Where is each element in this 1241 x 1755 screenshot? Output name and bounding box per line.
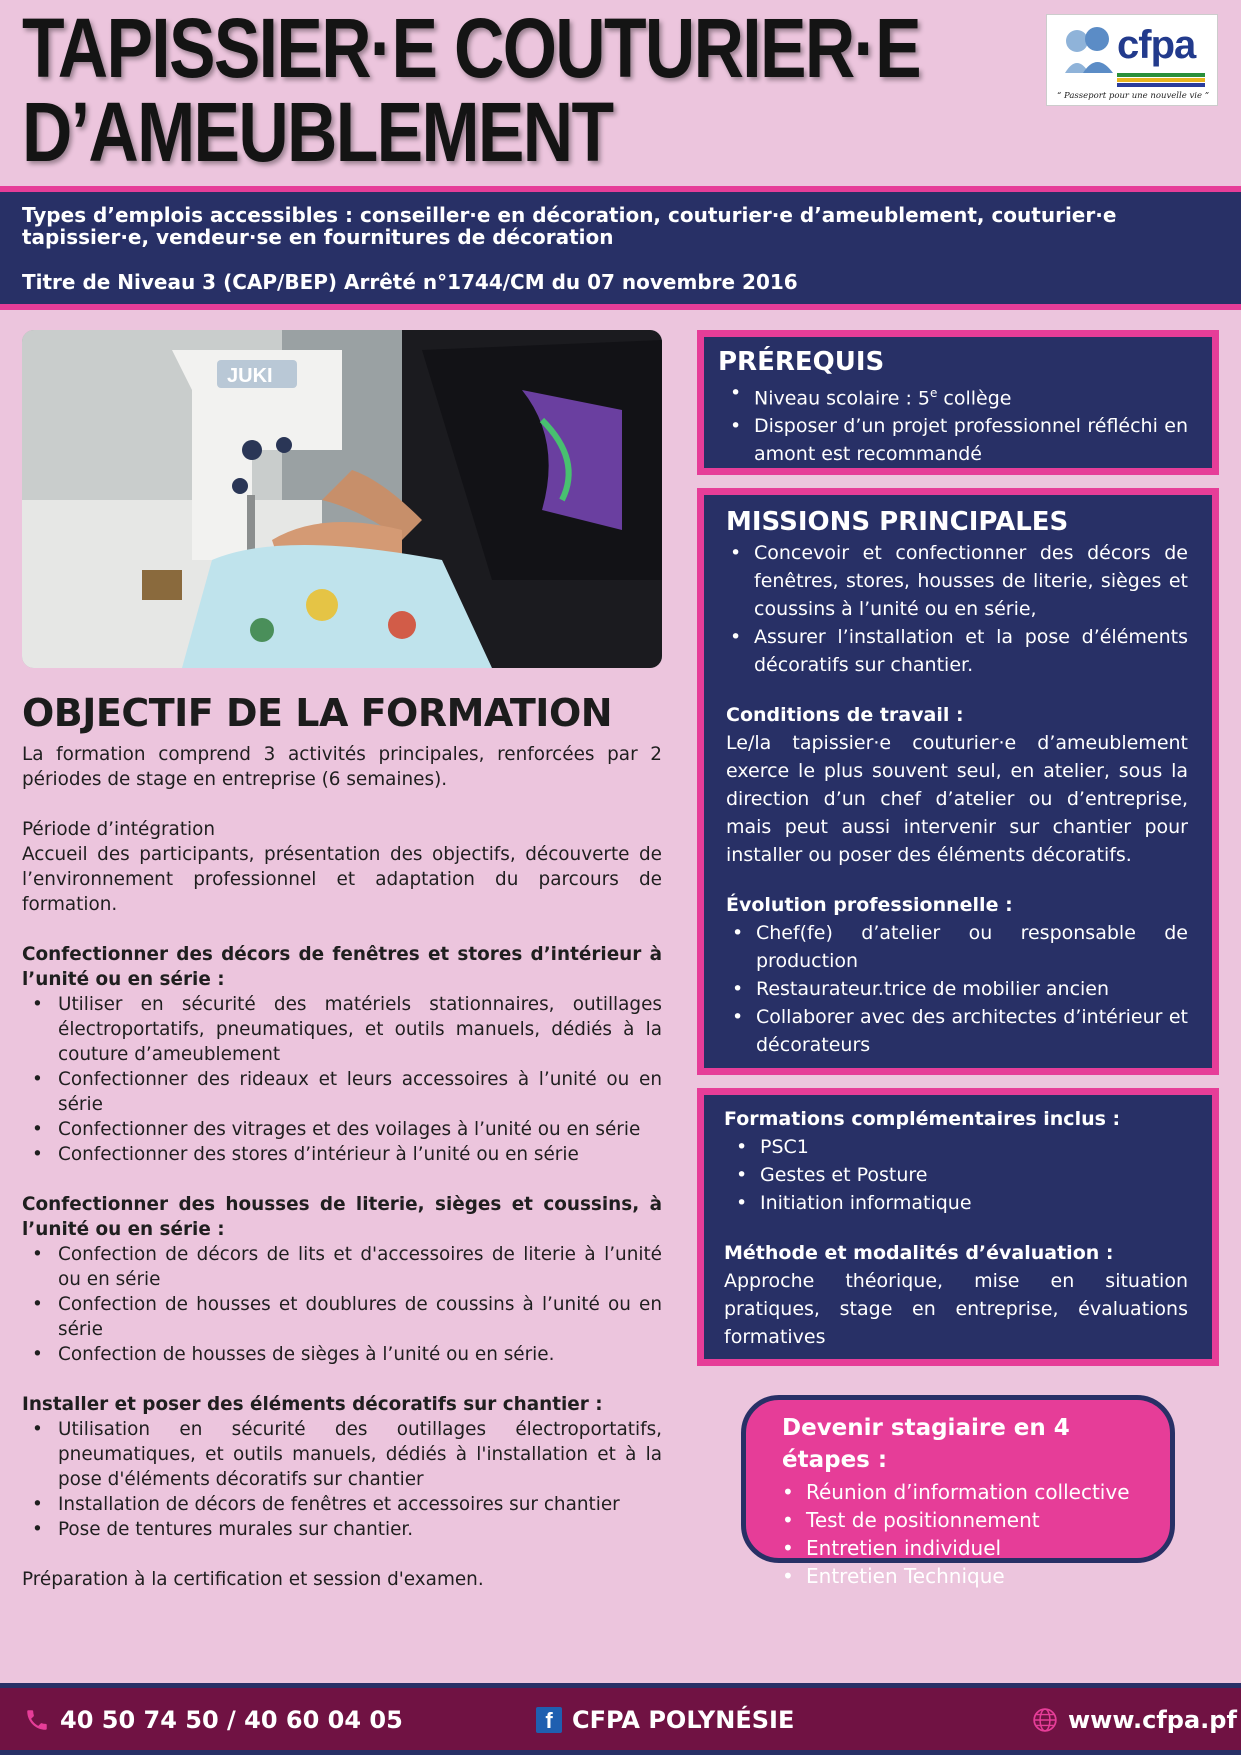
footer — [0, 1683, 1241, 1755]
juki-label: JUKI — [227, 365, 273, 387]
logo-stripe-yellow — [1117, 78, 1205, 82]
prerequis-level-suffix: collège — [937, 387, 1012, 410]
logo-stripe-blue — [1117, 83, 1205, 87]
etapes-title: Devenir stagiaire en 4 étapes : — [782, 1415, 1070, 1473]
list-item: • Test de positionnement — [782, 1506, 1150, 1534]
evolution-list — [720, 919, 1188, 1059]
list-item — [718, 379, 1188, 412]
conditions-title: Conditions de travail : — [726, 704, 964, 726]
jobs-band — [0, 186, 1241, 310]
list-item: • Restaurateur.trice de mobilier ancien — [720, 975, 1188, 1003]
prerequis-list — [718, 379, 1188, 468]
website-url: www.cfpa.pf — [1068, 1706, 1237, 1734]
list-item: • Disposer d’un projet professionnel réfléchi en amont est recommandé — [718, 412, 1188, 468]
prerequis-level-sup: e — [929, 386, 938, 400]
complementaires-box — [697, 1088, 1219, 1366]
footer-facebook[interactable] — [536, 1706, 794, 1734]
etapes-list — [782, 1478, 1150, 1590]
list-item: • Installation de décors de fenêtres et accessoires sur chantier — [22, 1492, 662, 1517]
objectif-section — [22, 690, 662, 1592]
integration-text: Accueil des participants, présentation des objectifs, découverte de l’environnement professionnel et adaptation du parcours de formation. — [22, 844, 662, 915]
list-item: • Assurer l’installation et la pose d’éléments décoratifs sur chantier. — [718, 623, 1188, 679]
prerequis-box — [697, 330, 1219, 475]
footer-website[interactable] — [1032, 1706, 1237, 1734]
missions-list — [718, 539, 1188, 679]
list-item: • Utilisation en sécurité des outillages électroportatifs, pneumatiques, et outils manuels, dédiés à l'installation et à la pose d'éléments décoratifs sur chantier — [22, 1417, 662, 1492]
job-types: Types d’emplois accessibles : conseiller·e en décoration, couturier·e d’ameublement, couturier·e tapissier·e, vendeur·se en fournitures de décoration — [22, 203, 1117, 249]
block1-title: Confectionner des décors de fenêtres et stores d’intérieur à l’unité ou en série : — [22, 944, 662, 990]
list-item: • Confectionner des vitrages et des voilages à l’unité ou en série — [22, 1117, 662, 1142]
objectif-title: OBJECTIF DE LA FORMATION — [22, 691, 613, 735]
phone-icon — [24, 1706, 50, 1734]
page-title — [22, 1, 920, 179]
facebook-name: CFPA POLYNÉSIE — [572, 1706, 795, 1734]
cfpa-logo — [1046, 14, 1218, 106]
logo-faces-graphic — [1061, 23, 1117, 73]
list-item: • Utiliser en sécurité des matériels stationnaires, outillages électroportatifs, pneumatiques, et outils manuels, dédiés à la couture d’ameublement — [22, 992, 662, 1067]
list-item: • Confection de décors de lits et d'accessoires de literie à l’unité ou en série — [22, 1242, 662, 1292]
phone-numbers: 40 50 74 50 / 40 60 04 05 — [60, 1706, 403, 1734]
objectif-closing: Préparation à la certification et session d'examen. — [22, 1569, 484, 1590]
block2-list — [22, 1242, 662, 1367]
globe-icon — [1032, 1707, 1058, 1733]
evolution-title: Évolution professionnelle : — [726, 894, 1013, 916]
list-item: • Collaborer avec des architectes d’intérieur et décorateurs — [720, 1003, 1188, 1059]
logo-slogan: “ Passeport pour une nouvelle vie ” — [1056, 91, 1210, 101]
diploma-level: Titre de Niveau 3 (CAP/BEP) Arrêté n°1744/CM du 07 novembre 2016 — [22, 270, 798, 294]
prerequis-title: PRÉREQUIS — [718, 347, 885, 377]
page-title-line2: D’AMEUBLEMENT — [22, 85, 613, 179]
list-item: • Réunion d’information collective — [782, 1478, 1150, 1506]
footer-phone[interactable] — [24, 1706, 403, 1734]
list-item: • Concevoir et confectionner des décors de fenêtres, stores, housses de literie, sièges et coussins à l’unité ou en série, — [718, 539, 1188, 623]
logo-wordmark: cfpa — [1117, 23, 1196, 67]
list-item: • Gestes et Posture — [724, 1161, 1188, 1189]
missions-box — [697, 488, 1219, 1075]
block3-list — [22, 1417, 662, 1542]
list-item: • Confectionner des rideaux et leurs accessoires à l’unité ou en série — [22, 1067, 662, 1117]
etapes-box — [741, 1395, 1175, 1588]
objectif-intro: La formation comprend 3 activités principales, renforcées par 2 périodes de stage en entreprise (6 semaines). — [22, 744, 662, 790]
list-item: • Entretien individuel — [782, 1534, 1150, 1562]
sewing-photo — [22, 330, 662, 668]
list-item: • Pose de tentures murales sur chantier. — [22, 1517, 662, 1542]
missions-title: MISSIONS PRINCIPALES — [726, 507, 1069, 537]
methode-text: Approche théorique, mise en situation pratiques, stage en entreprise, évaluations formatives — [724, 1270, 1188, 1348]
block2-title: Confectionner des housses de literie, sièges et coussins, à l’unité ou en série : — [22, 1194, 662, 1240]
list-item: • Confectionner des stores d’intérieur à l’unité ou en série — [22, 1142, 662, 1167]
complementaires-title: Formations complémentaires inclus : — [724, 1108, 1121, 1130]
list-item: • Initiation informatique — [724, 1189, 1188, 1217]
list-item: • PSC1 — [724, 1133, 1188, 1161]
complementaires-list — [724, 1133, 1188, 1217]
list-item: • Entretien Technique — [782, 1562, 1150, 1590]
conditions-text: Le/la tapissier·e couturier·e d’ameublement exerce le plus souvent seul, en atelier, sous la direction d’un chef d’atelier ou d’entreprise, mais peut aussi intervenir sur chantier pour installer ou poser des éléments décoratifs. — [726, 732, 1188, 866]
block1-list — [22, 992, 662, 1167]
list-item: • Confection de housses de sièges à l’unité ou en série. — [22, 1342, 662, 1367]
block3-title: Installer et poser des éléments décoratifs sur chantier : — [22, 1394, 603, 1415]
prerequis-level-text: Niveau scolaire : 5 — [754, 387, 930, 410]
facebook-icon: f — [536, 1707, 562, 1733]
list-item: • Confection de housses et doublures de coussins à l’unité ou en série — [22, 1292, 662, 1342]
page-title-line1: TAPISSIER·E COUTURIER·E — [22, 1, 920, 95]
list-item: • Chef(fe) d’atelier ou responsable de production — [720, 919, 1188, 975]
sewing-machine-illustration — [22, 330, 662, 668]
methode-title: Méthode et modalités d’évaluation : — [724, 1242, 1114, 1264]
logo-stripe-green — [1117, 73, 1205, 77]
integration-title: Période d’intégration — [22, 819, 216, 840]
